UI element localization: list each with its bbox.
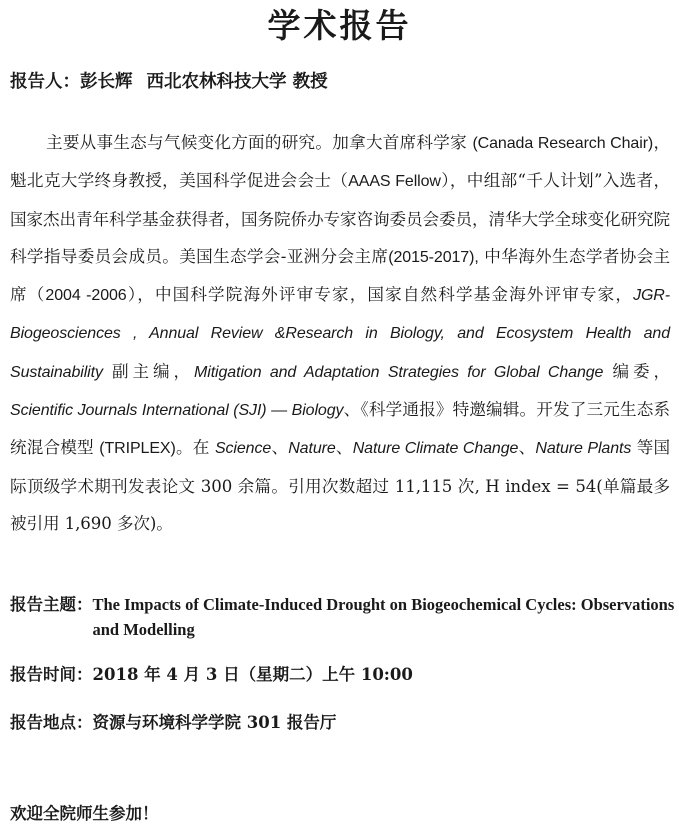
bio-journal-text: Nature Climate Change [352, 440, 519, 458]
report-location [10, 710, 675, 735]
bio-text: 、 [335, 438, 353, 458]
bio-text: AAAS Fellow [348, 173, 441, 191]
reporter-name: 彭长辉 [80, 72, 133, 92]
report-topic [10, 592, 675, 642]
bio-text: 2004 -2006 [45, 287, 127, 305]
bio-text: 、 [271, 438, 289, 458]
bio-text: (Canada Research Chair) [472, 135, 654, 152]
time-value: 2018 年 4 月 3 日（星期二）上午 10:00 [92, 665, 413, 684]
bio-text: ），中国科学院海外评审专家，国家自然科学基金海外评审专家， [126, 285, 634, 305]
bio-text: ），中组部“千人计划”入选者，国家杰出青年科学基金获得者，国务院侨办专家咨询委员会委员，清华大学全球变化研究院科学指导委员会成员。美国生态学会-亚洲分会主席 [10, 171, 670, 266]
bio-journal-text: Nature Plants [535, 440, 632, 458]
topic-label: 报告主题： [10, 595, 93, 614]
reporter-affiliation: 西北农林科技大学 教授 [146, 72, 328, 92]
bio-text: (2015-2017), [388, 248, 479, 266]
bio-text: 、《科学通报》特邀编辑。开发了三元生态系统混合模型 [10, 400, 671, 458]
location-value: 资源与环境科学学院 301 报告厅 [92, 713, 337, 732]
bio-text: 等国际顶级学术期刊发表论文 300 余篇。引用次数超过 11,115 次, H index = 54(单篇最多被引用 1,690 多次)。 [10, 438, 670, 533]
bio-text: (TRIPLEX) [99, 440, 176, 458]
speaker-biography [10, 124, 670, 542]
location-label: 报告地点： [10, 713, 93, 732]
reporter-line [10, 70, 670, 94]
bio-text: 。在 [175, 438, 215, 458]
welcome-note: 欢迎全院师生参加！ [10, 804, 159, 823]
bio-journal-text: Science [214, 440, 272, 458]
bio-journal-text: Mitigation and Adaptation Strategies for Global Change [194, 363, 604, 381]
report-time [10, 662, 675, 687]
bio-text: 中华海外生态学者协会主席（ [10, 246, 670, 305]
bio-text: 编委， [603, 361, 671, 381]
reporter-label: 报告人： [10, 72, 80, 92]
bio-text: 、 [518, 438, 536, 458]
bio-journal-text: Scientific Journals International (SJI) — Biology [10, 402, 344, 420]
bio-journal-text: Nature [288, 440, 336, 458]
page-title: 学术报告 [267, 6, 412, 45]
time-label: 报告时间： [10, 665, 93, 684]
bio-text: ，魁北克大学终身教授，美国科学促进会会士（ [10, 133, 670, 191]
bio-text: 副主编， [102, 361, 195, 381]
bio-text: 主要从事生态与气候变化方面的研究。加拿大首席科学家 [46, 133, 473, 152]
topic-value: The Impacts of Climate-Induced Drought on Biogeochemical Cycles: Observations and Modelling [92, 595, 675, 639]
bio-journal-text: JGR-Biogeosciences , Annual Review &Research in Biology, and Ecosystem Health and Sustainability [10, 287, 670, 381]
